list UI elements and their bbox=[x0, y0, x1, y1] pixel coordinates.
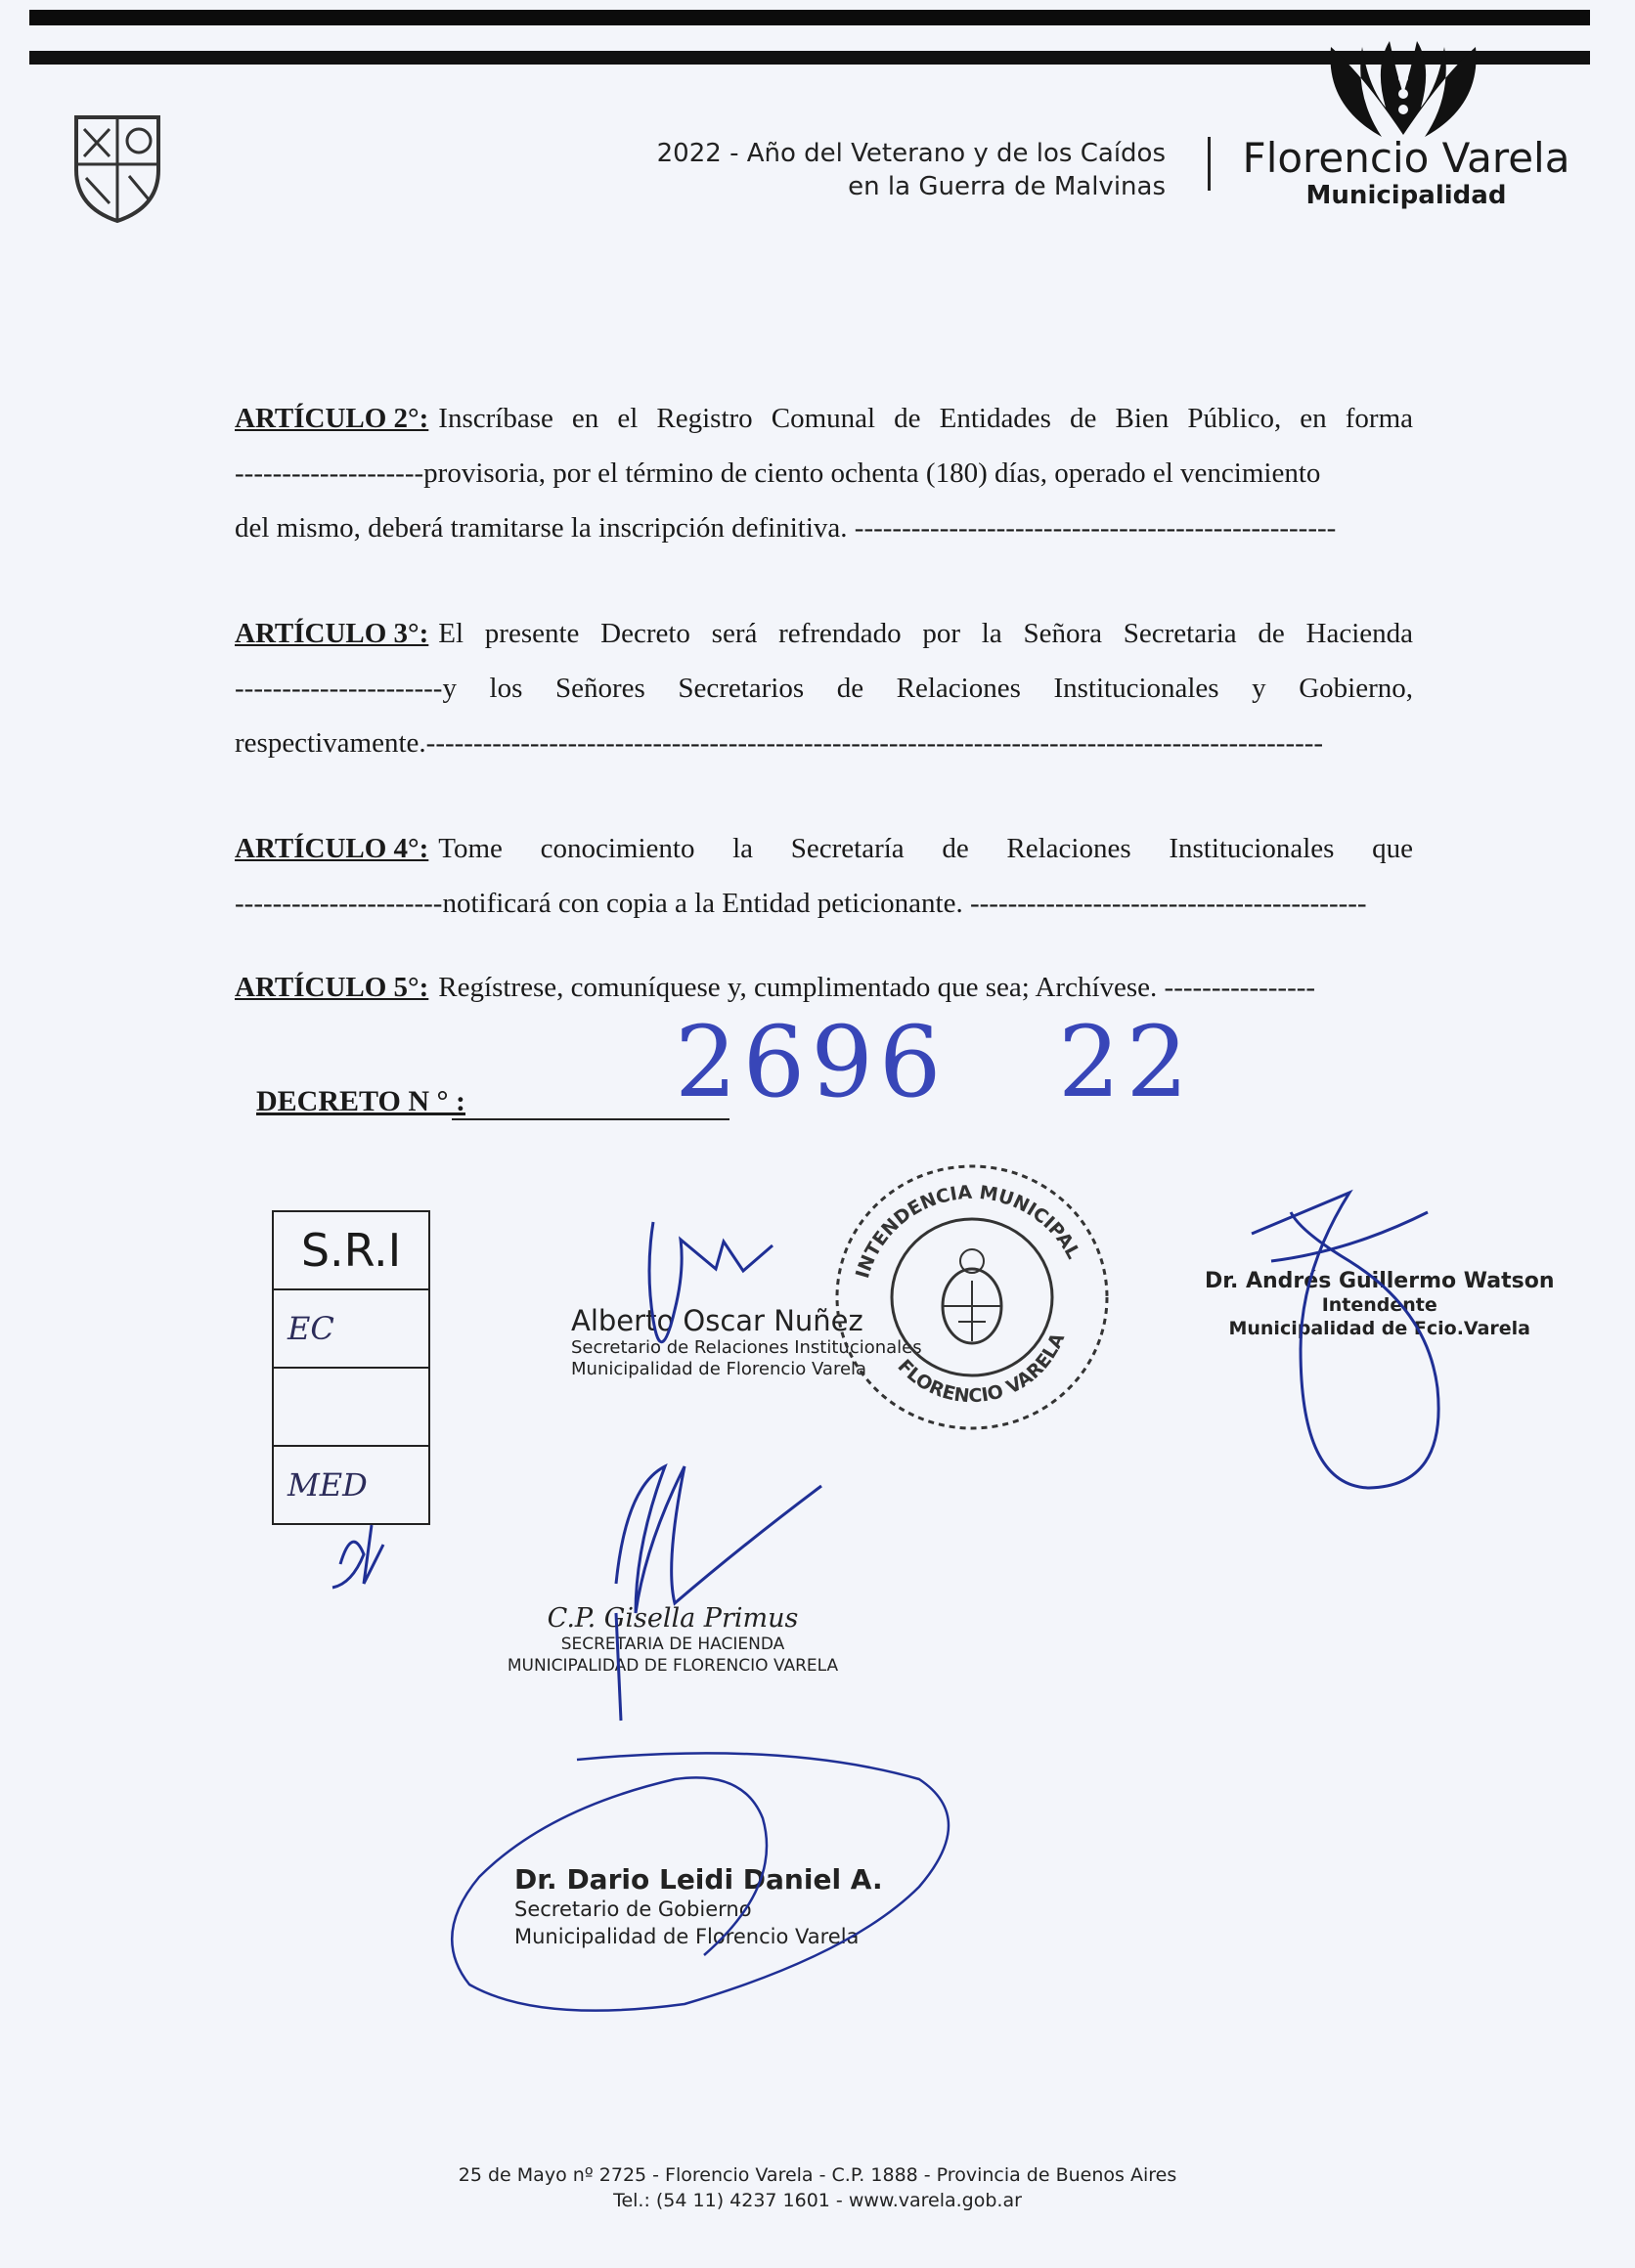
signature-block-leidi bbox=[514, 1863, 883, 1950]
municipal-seal bbox=[831, 1159, 1113, 1435]
article-2-line-2 bbox=[235, 446, 1413, 501]
article-3-line-2 bbox=[235, 661, 1413, 716]
sri-box-header: S.R.I bbox=[274, 1212, 428, 1290]
footer-address: 25 de Mayo nº 2725 - Florencio Varela - C.P. 1888 - Provincia de Buenos Aires bbox=[458, 2164, 1177, 2186]
brand-block bbox=[1242, 135, 1570, 209]
decreto-year: 22 bbox=[1057, 1005, 1195, 1119]
article-5-text-1: Regístrese, comuníquese y, cumplimentado que sea; Archívese. bbox=[438, 972, 1158, 1003]
seal-top-text: INTENDENCIA MUNICIPAL bbox=[852, 1181, 1084, 1282]
article-4-line-2 bbox=[235, 876, 1413, 931]
motto-line-1: 2022 - Año del Veterano y de los Caídos bbox=[656, 139, 1166, 168]
nunez-title: Secretario de Relaciones Institucionales bbox=[571, 1337, 922, 1358]
article-4-dashes-tail: ------------------------------------------ bbox=[969, 888, 1367, 919]
article-3-line-1 bbox=[235, 606, 1413, 661]
decreto-number: 2696 bbox=[675, 1005, 948, 1119]
article-2-dashes-lead: -------------------- bbox=[235, 458, 424, 489]
watson-name: Dr. Andrés Guillermo Watson bbox=[1205, 1269, 1555, 1293]
article-3-line-3 bbox=[235, 716, 1413, 770]
primus-title: SECRETARIA DE HACIENDA bbox=[560, 1635, 785, 1654]
page-footer bbox=[293, 2162, 1342, 2213]
article-3-text-3: respectivamente. bbox=[235, 727, 426, 759]
decreto-label: DECRETO N ° : bbox=[256, 1085, 465, 1117]
brand-name: Florencio Varela bbox=[1242, 134, 1570, 182]
argentine-coat-of-arms-icon bbox=[943, 1249, 1001, 1343]
article-4-text-1: Tome conocimiento la Secretaría de Relaciones Institucionales que bbox=[438, 833, 1413, 864]
article-2-line-1 bbox=[235, 391, 1413, 446]
florencio-varela-logo-icon bbox=[1325, 37, 1481, 145]
motto-line-2: en la Guerra de Malvinas bbox=[848, 172, 1166, 201]
header-divider bbox=[1208, 137, 1211, 191]
article-2-dashes-tail: --------------------------------------------------- bbox=[854, 512, 1337, 544]
article-2-text-1: Inscríbase en el Registro Comunal de Entidades de Bien Público, en forma bbox=[438, 403, 1413, 434]
primus-name: C.P. Gisella Primus bbox=[547, 1603, 799, 1634]
article-2-line-3 bbox=[235, 501, 1413, 555]
decreto-number-stamp bbox=[675, 1005, 1194, 1119]
signature-block-primus bbox=[497, 1603, 849, 1677]
article-4-line-1 bbox=[235, 821, 1413, 876]
article-3-label: ARTÍCULO 3°: bbox=[235, 618, 429, 649]
leidi-name: Dr. Dario Leidi Daniel A. bbox=[514, 1863, 883, 1896]
watson-org: Municipalidad de Fcio.Varela bbox=[1228, 1318, 1531, 1339]
year-motto bbox=[626, 137, 1166, 203]
article-2-label: ARTÍCULO 2°: bbox=[235, 403, 429, 434]
article-4-label: ARTÍCULO 4°: bbox=[235, 833, 429, 864]
nunez-name: Alberto Oscar Nuñez bbox=[571, 1304, 863, 1337]
leidi-org: Municipalidad de Florencio Varela bbox=[514, 1925, 860, 1948]
sri-box-row-2 bbox=[274, 1369, 428, 1447]
sri-box-row-1: EC bbox=[274, 1290, 428, 1369]
article-3-dashes-tail: ----------------------------------------------------------------------------------------------- bbox=[425, 727, 1324, 759]
article-4-text-2: notificará con copia a la Entidad peticionante. bbox=[442, 888, 963, 919]
brand-sub: Municipalidad bbox=[1305, 181, 1507, 210]
svg-text:INTENDENCIA MUNICIPAL bbox=[852, 1182, 1084, 1281]
article-4-dashes-lead: ---------------------- bbox=[235, 888, 443, 919]
sri-box-row-3: MED bbox=[287, 1466, 368, 1504]
article-5-label: ARTÍCULO 5°: bbox=[235, 972, 429, 1003]
article-3-dashes-lead: ---------------------- bbox=[235, 673, 443, 704]
sri-routing-box bbox=[272, 1210, 430, 1525]
article-2-text-3: del mismo, deberá tramitarse la inscripción definitiva. bbox=[235, 512, 848, 544]
article-3-text-2: y los Señores Secretarios de Relaciones Institucionales y Gobierno, bbox=[442, 673, 1413, 704]
watson-title: Intendente bbox=[1321, 1294, 1437, 1316]
seal-bottom-text: FLORENCIO VARELA bbox=[893, 1330, 1070, 1408]
article-5-dashes-tail: ---------------- bbox=[1164, 972, 1316, 1003]
nunez-org: Municipalidad de Florencio Varela bbox=[571, 1359, 867, 1379]
top-border bbox=[29, 10, 1590, 25]
article-2-text-2: provisoria, por el término de ciento ochenta (180) días, operado el vencimiento bbox=[423, 458, 1321, 489]
leidi-title: Secretario de Gobierno bbox=[514, 1897, 752, 1921]
document-body bbox=[235, 391, 1413, 1015]
footer-contact: Tel.: (54 11) 4237 1601 - www.varela.gob.ar bbox=[613, 2190, 1022, 2211]
signature-block-watson bbox=[1205, 1269, 1554, 1340]
municipal-crest-icon bbox=[70, 109, 164, 225]
article-3-text-1: El presente Decreto será refrendado por la Señora Secretaria de Hacienda bbox=[438, 618, 1413, 649]
primus-org: MUNICIPALIDAD DE FLORENCIO VARELA bbox=[507, 1656, 839, 1676]
